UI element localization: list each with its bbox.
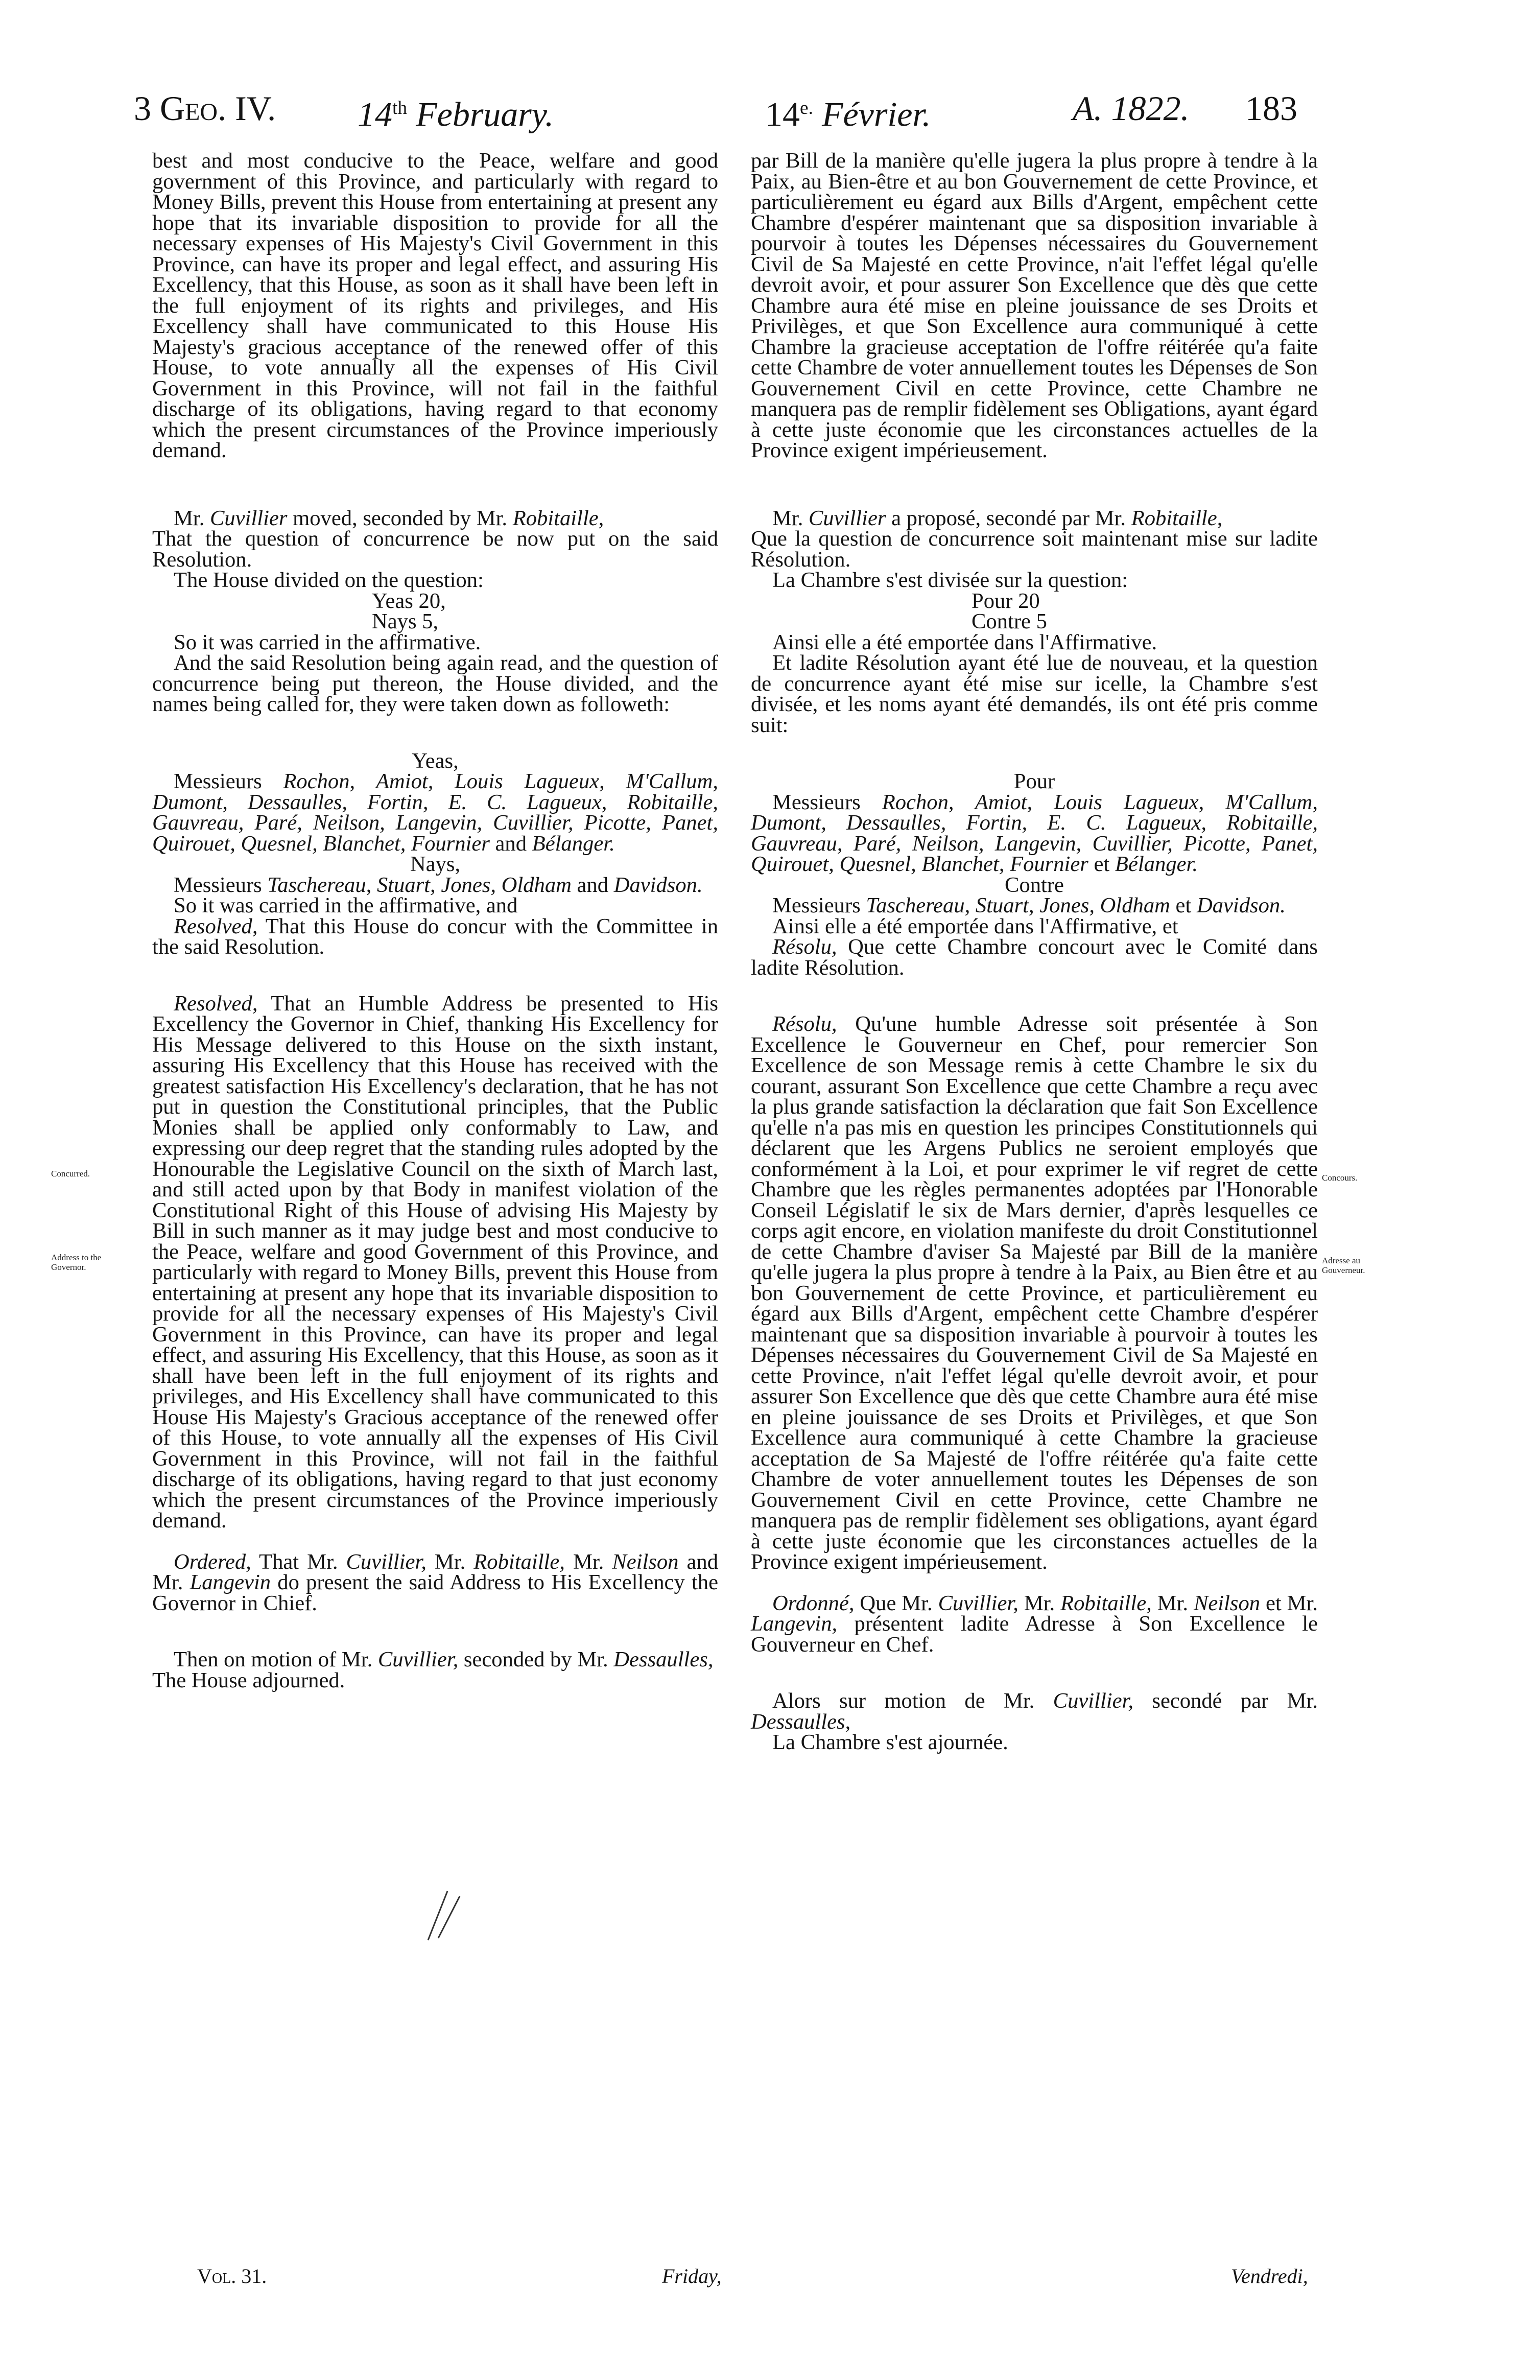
french-address-resolution: Résolu, Qu'une humble Adresse soit présentée à Son Excellence le Gouverneur en Chef, pour remercier Son Excellence de son Message remis à cette Chambre le six du courant, assurant Son Excellence que cette Chambre a reçu avec la plus grande satisfaction la déclaration que fait Son Excellence qu'elle n'a pas mis en question les principes Constitutionnels qui déclarent que les Argens Publics ne seroient employés que conformément à la Loi, et pour exprimer le vif regret de cette Chambre que les règles permanentes adoptées par l'Honorable Conseil Législatif le six de Mars dernier, d'après lesquelles ce corps agit encore, en violation manifeste du droit Constitutionnel de cette Chambre d'aviser Sa Majesté par Bill de la manière qu'elle jugera la plus propre à tendre à la Paix, au Bien être et au bon Gouvernement de cette Province, et particulièrement eu égard aux Bills d'Argent, empêchent cette Chambre d'espérer maintenant que sa disposition invariable à pourvoir à toutes les Dépenses nécessaires du Gouvernement Civil de Sa Majesté en cette Province, n'ait l'effet légal qu'elle devroit avoir, et pour assurer Son Excellence que dès que cette Chambre aura été mise en pleine jouissance de ses Droits et Privilèges, et que Son Excellence aura communiqué à cette Chambre la gracieuse acceptation de Sa Majesté de l'offre réitérée qu'a faite cette Chambre de voter annuellement toutes les Dépenses de son Gouvernement Civil en cette Province, cette Chambre ne manquera pas de remplir fidèlement ses obligations, ayant égard à cette juste économie que les circonstances actuelles de la Province exigent impérieusement.: [751, 1012, 1318, 1574]
english-resolved-concur: Resolved, That this House do concur with the Committee in the said Resolution.: [152, 914, 718, 959]
english-ordered: Ordered, That Mr. Cuvillier, Mr. Robitaille, Mr. Neilson and Mr. Langevin do present the said Address to His Excellency the Governor in Chief.: [152, 1549, 719, 1615]
header-year: A. 1822.: [1073, 89, 1190, 128]
english-carried: So it was carried in the affirmative.: [174, 630, 481, 654]
english-continued-paragraph: best and most conducive to the Peace, welfare and good government of this Province, and particularly with regard to Money Bills, prevent this House from entertaining at present any hope that its invariable disposition to provide for all the necessary expenses of His Majesty's Civil Government in this Province, can have its proper and legal effect, and assuring His Excellency, that this House, as soon as it shall have been left in the full enjoyment of its rights and privileges, and His Excellency shall have communicated to this House His Majesty's gracious acceptance of the renewed offer of this House, to vote annually all the expenses of His Civil Government in this Province, will not fail in the faithful discharge of its obligations, having regard to that economy which the present circumstances of the Province imperiously demand.: [152, 149, 718, 462]
french-division: La Chambre s'est divisée sur la question:: [772, 568, 1128, 592]
english-yeas-heading: Yeas,: [412, 748, 459, 773]
english-adjourned: The House adjourned.: [152, 1668, 345, 1692]
french-adjourn-motion: Alors sur motion de Mr. Cuvillier, secondé par Mr. Dessaulles,: [751, 1689, 1318, 1734]
pen-mark: [424, 1887, 465, 1943]
english-yeas-names: Messieurs Rochon, Amiot, Louis Lagueux, M'Callum, Dumont, Dessaulles, Fortin, E. C. Lagueux, Robitaille, Gauvreau, Paré, Neilson, Langevin, Cuvillier, Picotte, Panet, Quirouet, Quesnel, Blanchet, Fournier and Bélanger.: [152, 769, 719, 856]
french-contre-count: Contre 5: [972, 609, 1047, 633]
english-column: [152, 151, 718, 1691]
english-yeas-count: Yeas 20,: [372, 588, 446, 613]
footer-catchword-french: Vendredi,: [1231, 2265, 1308, 2288]
english-again-read: And the said Resolution being again read, and the question of concurrence being put thereon, the House divided, and the names being called for, they were taken down as followeth:: [152, 651, 718, 716]
english-address-resolution: Resolved, That an Humble Address be presented to His Excellency the Governor in Chief, thanking His Excellency for His Message delivered to this House on the sixth instant, assuring His Excellency that this House has received with the greatest satisfaction His Excellency's declaration, that he has not put in question the Constitutional principles, that the Public Monies shall be applied only conformably to Law, and expressing our deep regret that the standing rules adopted by the Honourable the Legislative Council on the sixth of March last, and still acted upon by that Body in manifest violation of the Constitutional Right of this House of advising His Majesty by Bill in such manner as it may judge best and most conducive to the Peace, welfare and good Government of this Province, and particularly with regard to Money Bills, prevent this House from entertaining at present any hope that its invariable disposition to provide for all the necessary expenses of His Majesty's Civil Government in this Province, can have its proper and legal effect, and assuring His Excellency, that this House, as soon as it shall have been left in the full enjoyment of its rights and privileges, and His Excellency shall have communicated to this House His Majesty's Gracious acceptance of the renewed offer of this House, to vote annually all the expenses of His Civil Government in this Province, will not fail in the faithful discharge of its obligations, having regard to that just economy which the present circumstances of the Province imperiously demand.: [152, 991, 718, 1533]
english-nays-names: Messieurs Taschereau, Stuart, Jones, Oldham and Davidson.: [174, 873, 703, 897]
french-pour-names: Messieurs Rochon, Amiot, Louis Lagueux, M'Callum, Dumont, Dessaulles, Fortin, E. C. Lagueux, Robitaille, Gauvreau, Paré, Neilson, Langevin, Cuvillier, Picotte, Panet, Quirouet, Quesnel, Blanchet, Fournier et Bélanger.: [751, 790, 1318, 876]
french-carried: Ainsi elle a été emportée dans l'Affirmative.: [772, 630, 1157, 654]
french-pour-heading: Pour: [1013, 769, 1055, 793]
header-english-date: 14th February.: [358, 95, 554, 134]
header-french-date: $14^{e.}$ Février.: [765, 95, 931, 134]
page-number: 183: [1245, 89, 1297, 128]
french-column: [751, 151, 1318, 1753]
margin-note-address-english: Address to the Governor.: [51, 1253, 102, 1272]
french-contre-heading: Contre: [1005, 873, 1064, 897]
french-resolved-concur: Résolu, Que cette Chambre concourt avec le Comité dans ladite Résolution.: [751, 935, 1318, 980]
margin-note-concurred: Concurred.: [51, 1169, 90, 1179]
french-pour-count: Pour 20: [972, 588, 1040, 613]
french-ordered: Ordonné, Que Mr. Cuvillier, Mr. Robitaille, Mr. Neilson et Mr. Langevin, présentent ladite Adresse à Son Excellence le Gouverneur en Chef.: [751, 1591, 1318, 1657]
french-motion: Mr. Cuvillier a proposé, secondé par Mr. Robitaille, Que la question de concurrence soit maintenant mise sur ladite Résolution.: [751, 506, 1318, 572]
english-division: The House divided on the question:: [174, 568, 484, 592]
english-motion: Mr. Cuvillier moved, seconded by Mr. Robitaille, That the question of concurrence be now put on the said Resolution.: [152, 506, 718, 572]
english-nays-count: Nays 5,: [372, 609, 439, 633]
english-carried-again: So it was carried in the affirmative, and: [174, 893, 518, 917]
french-contre-names: Messieurs Taschereau, Stuart, Jones, Oldham et Davidson.: [772, 893, 1286, 917]
french-adjourned: La Chambre s'est ajournée.: [772, 1730, 1008, 1754]
english-nays-heading: Nays,: [410, 852, 461, 876]
footer-volume: Vol. 31.: [197, 2265, 267, 2288]
english-adjourn-motion: Then on motion of Mr. Cuvillier, seconded by Mr. Dessaulles,: [174, 1647, 714, 1671]
french-continued-paragraph: par Bill de la manière qu'elle jugera la plus propre à tendre à la Paix, au Bien-être et au bon Gouvernement de cette Province, et particulièrement eu égard aux Bills d'Argent, empêchent cette Chambre d'espérer maintenant que sa disposition invariable à pourvoir à toutes les Dépenses nécessaires du Gouvernement Civil de Sa Majesté en cette Province, n'ait l'effet légal qu'elle devroit avoir, et pour assurer Son Excellence que dès que cette Chambre aura été mise en pleine jouissance de ses Droits et Privilèges, et que Son Excellence aura communiqué à cette Chambre la gracieuse acceptation de l'offre réitérée qu'a faite cette Chambre de voter annuellement toutes les Dépenses de Son Gouvernement Civil en cette Province, cette Chambre ne manquera pas de remplir fidèlement ses Obligations, ayant égard à cette juste économie que les circonstances actuelles de la Province exigent impérieusement.: [751, 149, 1318, 462]
french-carried-again: Ainsi elle a été emportée dans l'Affirmative, et: [772, 914, 1178, 938]
footer-catchword-english: Friday,: [662, 2265, 722, 2288]
margin-note-concours: Concours.: [1322, 1173, 1358, 1183]
header-reign: 3 Geo. IV.: [134, 89, 276, 128]
margin-note-address-french: Adresse au Gouverneur.: [1322, 1256, 1365, 1275]
french-again-read: Et ladite Résolution ayant été lue de nouveau, et la question de concurrence ayant été mise sur icelle, la Chambre s'est divisée, et les noms ayant été demandés, ils ont été pris comme suit:: [751, 651, 1318, 737]
